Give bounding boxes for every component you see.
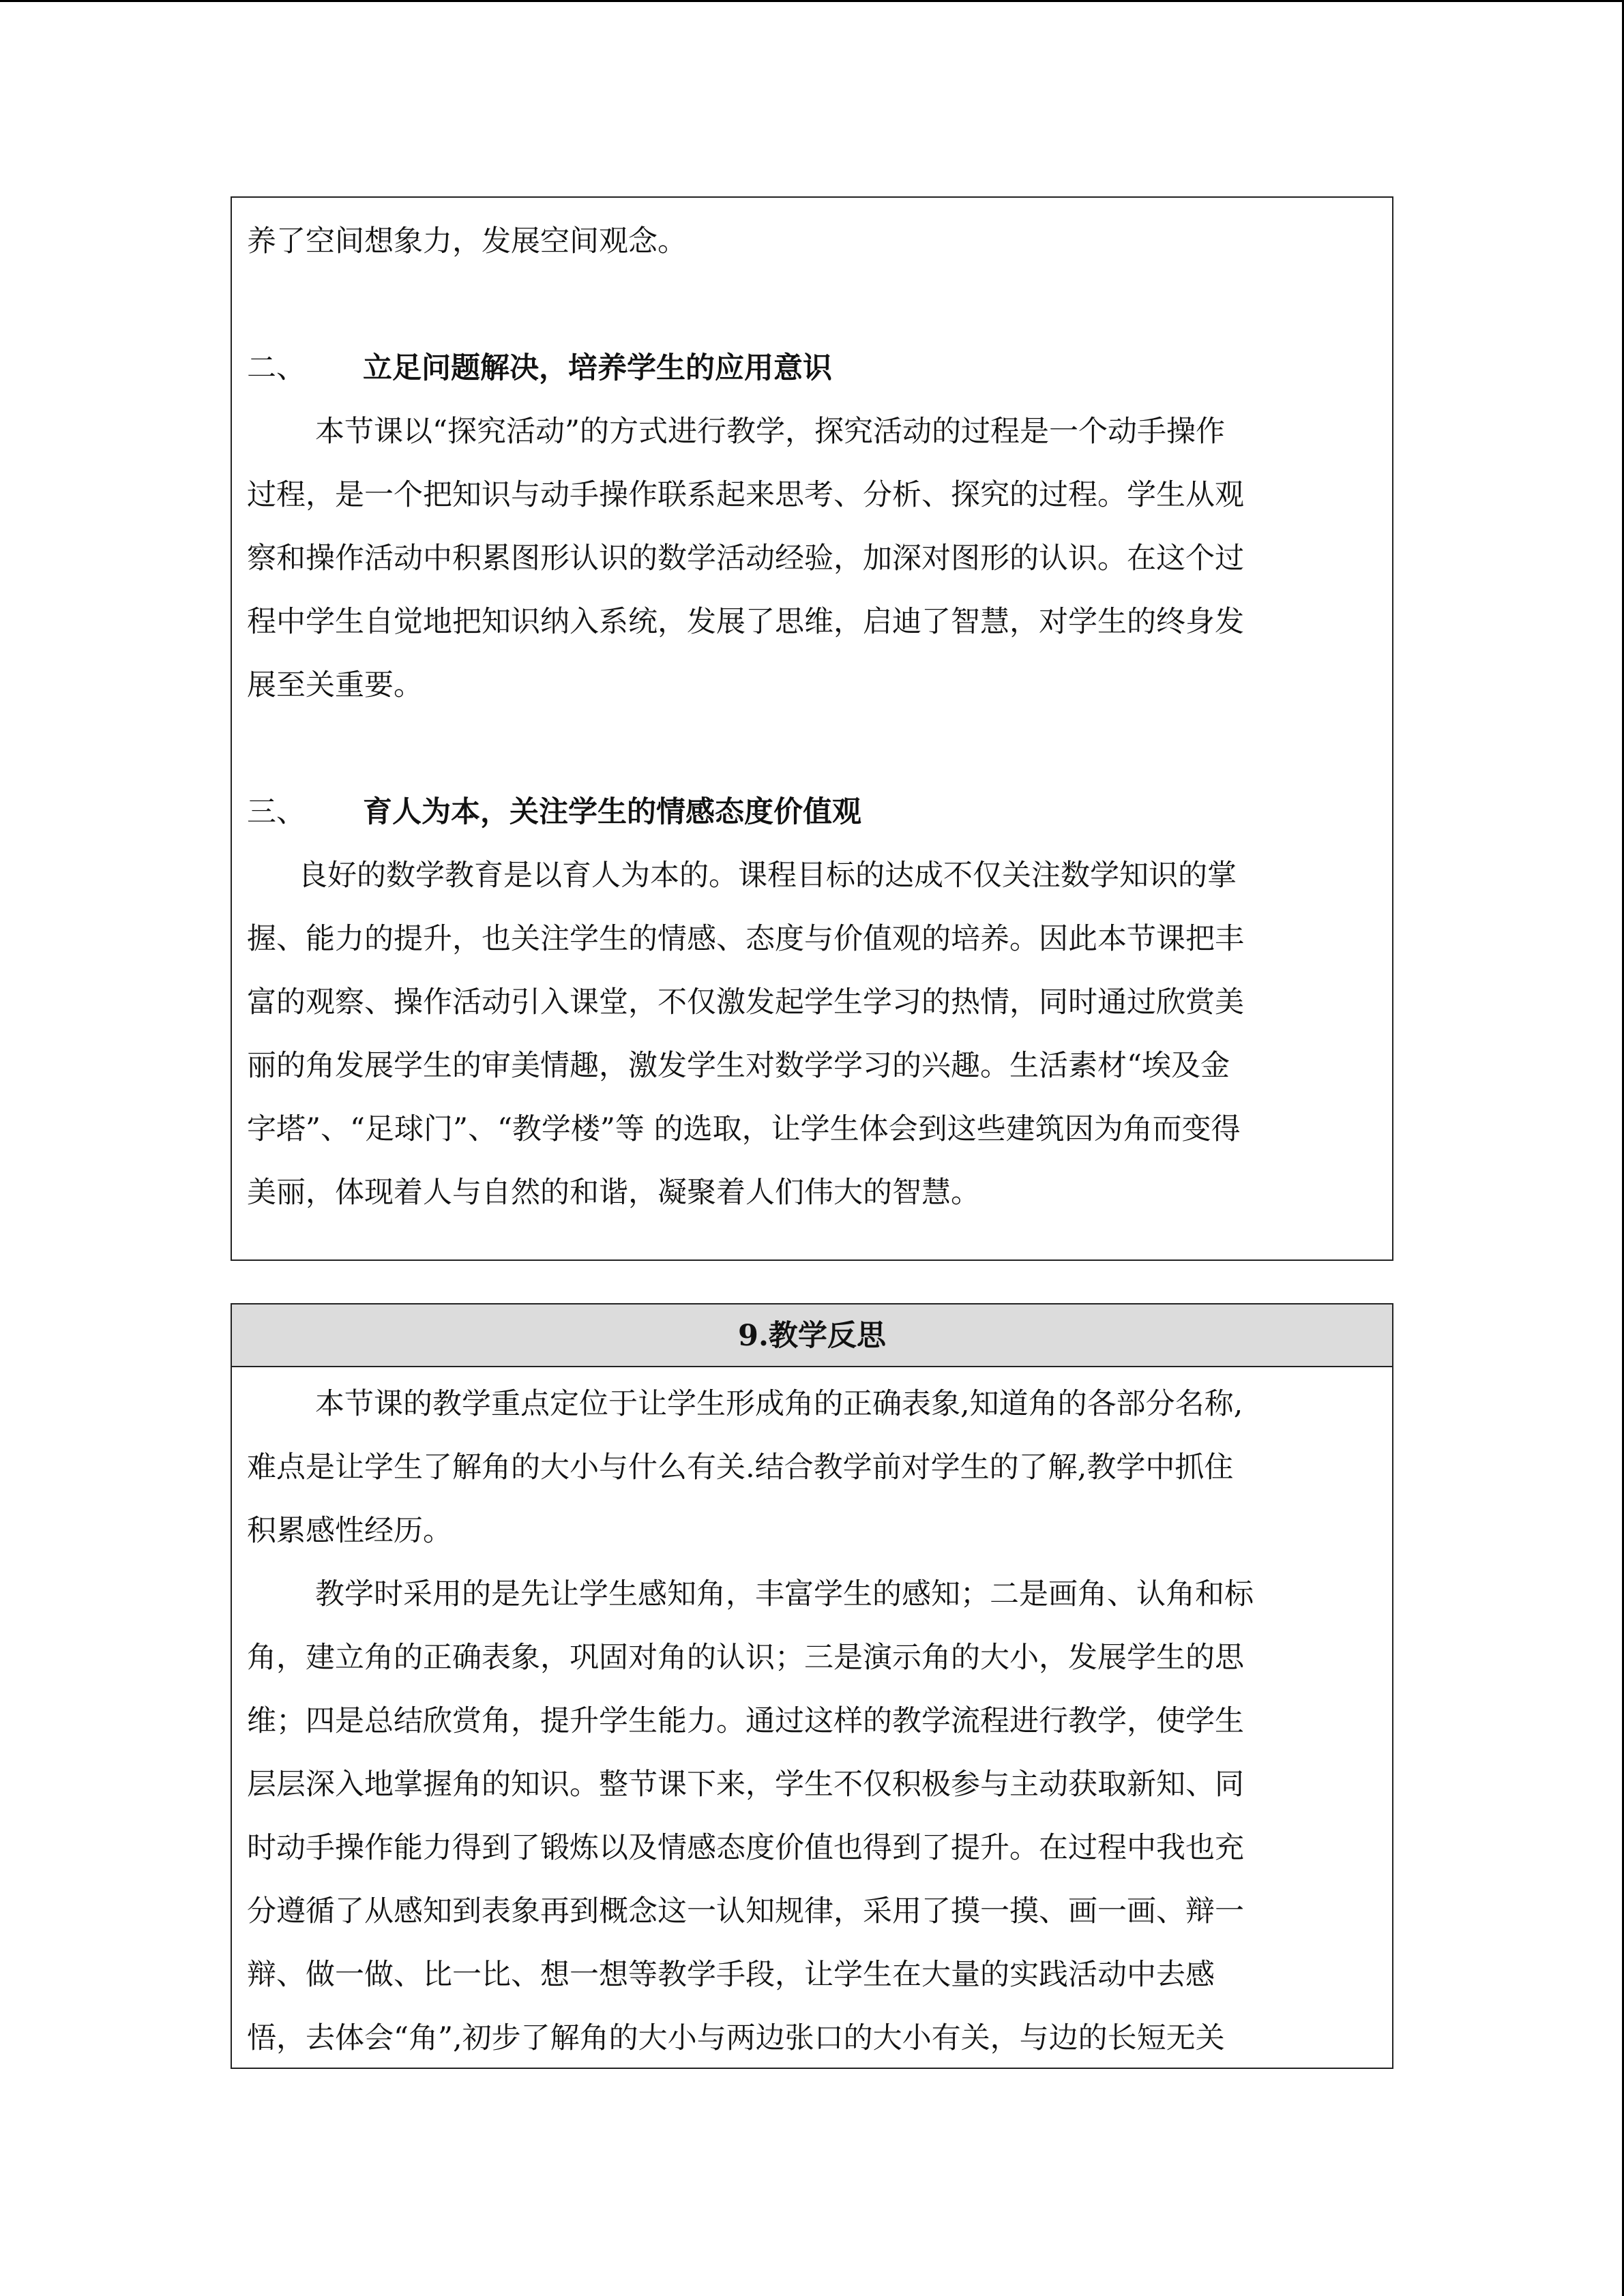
section-three-heading bbox=[247, 781, 1377, 844]
reflection-header: 9.教学反思 bbox=[232, 1304, 1392, 1367]
reflection-line: 时动手操作能力得到了锻炼以及情感态度价值也得到了提升。在过程中我也充 bbox=[247, 1831, 1244, 1865]
teaching-features-box bbox=[231, 196, 1393, 1261]
section-three-line: 富的观察、操作活动引入课堂，不仅激发起学生学习的热情，同时通过欣赏美 bbox=[247, 985, 1244, 1019]
section-three-line: 丽的角发展学生的审美情趣，激发学生对数学学习的兴趣。生活素材“埃及金 bbox=[247, 1049, 1230, 1083]
page-top-border bbox=[0, 0, 1624, 2]
section-two-line: 过程，是一个把知识与动手操作联系起来思考、分析、探究的过程。学生从观 bbox=[247, 478, 1244, 512]
reflection-line: 悟，去体会“角”,初步了解角的大小与两边张口的大小有关，与边的长短无关 bbox=[247, 2021, 1225, 2055]
section-three-number: 三、 bbox=[247, 795, 306, 829]
section-one-line: 养了空间想象力，发展空间观念。 bbox=[247, 224, 687, 258]
section-three-line: 字塔”、“足球门”、“教学楼”等 的选取，让学生体会到这些建筑因为角而变得 bbox=[247, 1112, 1241, 1146]
reflection-line: 难点是让学生了解角的大小与什么有关.结合教学前对学生的了解,教学中抓住 bbox=[247, 1450, 1234, 1485]
reflection-line: 角，建立角的正确表象，巩固对角的认识；三是演示角的大小，发展学生的思 bbox=[247, 1641, 1244, 1675]
section-two-line: 本节课以“探究活动”的方式进行教学，探究活动的过程是一个动手操作 bbox=[315, 415, 1225, 449]
teaching-reflection-box bbox=[231, 1303, 1393, 2069]
spacer bbox=[247, 273, 1377, 337]
reflection-line: 教学时采用的是先让学生感知角，丰富学生的感知；二是画角、认角和标 bbox=[315, 1577, 1254, 1611]
reflection-line: 层层深入地掌握角的知识。整节课下来，学生不仅积极参与主动获取新知、同 bbox=[247, 1768, 1244, 1802]
reflection-line: 积累感性经历。 bbox=[247, 1514, 452, 1548]
section-two-line: 展至关重要。 bbox=[247, 668, 423, 702]
section-three-line: 良好的数学教育是以育人为本的。课程目标的达成不仅关注数学知识的掌 bbox=[298, 859, 1237, 893]
section-two-line: 察和操作活动中积累图形认识的数学活动经验，加深对图形的认识。在这个过 bbox=[247, 541, 1244, 576]
section-three-line: 美丽，体现着人与自然的和谐，凝聚着人们伟大的智慧。 bbox=[247, 1176, 980, 1210]
section-two-number: 二、 bbox=[247, 351, 306, 385]
reflection-line: 辩、做一做、比一比、想一想等教学手段，让学生在大量的实践活动中去感 bbox=[247, 1958, 1215, 1992]
section-three-title: 育人为本，关注学生的情感态度价值观 bbox=[363, 795, 861, 829]
section-two-heading bbox=[247, 337, 1377, 400]
section-two-title: 立足问题解决，培养学生的应用意识 bbox=[363, 351, 832, 385]
reflection-line: 分遵循了从感知到表象再到概念这一认知规律，采用了摸一摸、画一画、辩一 bbox=[247, 1894, 1244, 1928]
reflection-line: 本节课的教学重点定位于让学生形成角的正确表象,知道角的各部分名称, bbox=[315, 1387, 1243, 1421]
section-two-line: 程中学生自觉地把知识纳入系统，发展了思维，启迪了智慧，对学生的终身发 bbox=[247, 605, 1244, 639]
reflection-line: 维；四是总结欣赏角，提升学生能力。通过这样的教学流程进行教学，使学生 bbox=[247, 1704, 1244, 1738]
reflection-body bbox=[232, 1367, 1392, 2070]
spacer bbox=[247, 717, 1377, 781]
section-three-line: 握、能力的提升，也关注学生的情感、态度与价值观的培养。因此本节课把丰 bbox=[247, 922, 1244, 956]
